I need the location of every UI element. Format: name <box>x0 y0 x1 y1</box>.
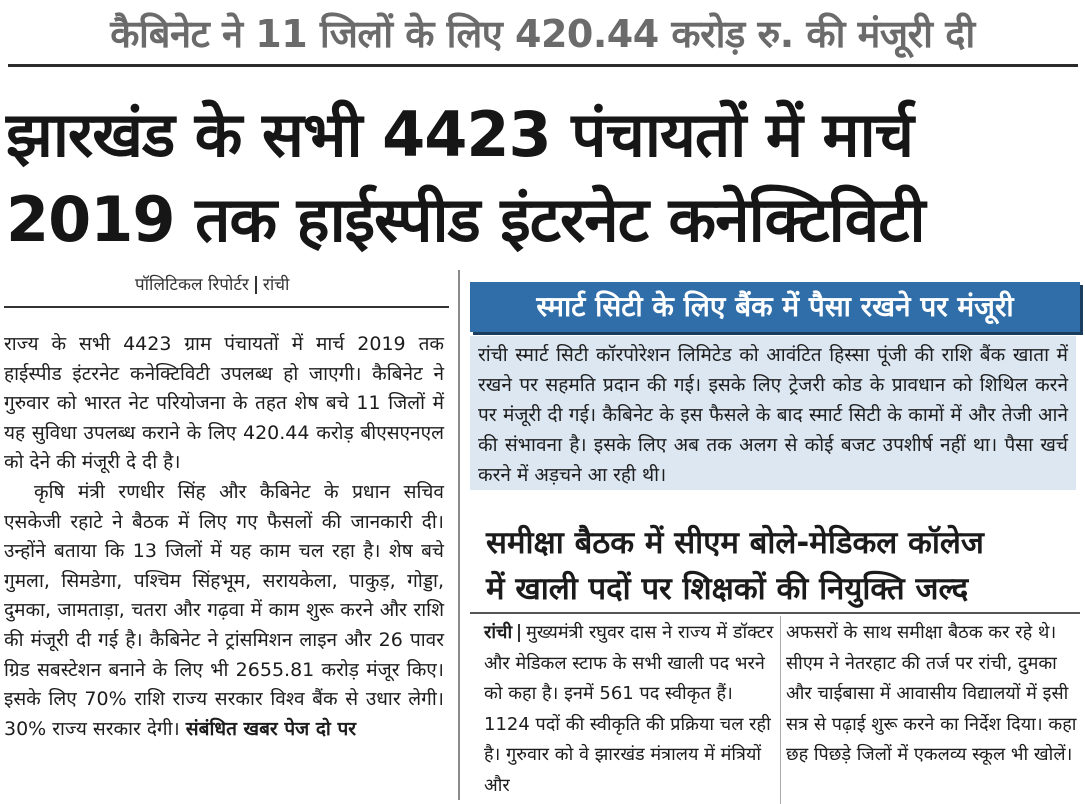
byline-rule <box>4 306 449 308</box>
medical-column-divider <box>780 616 781 804</box>
main-story-para2-text: कृषि मंत्री रणधीर सिंह और कैबिनेट के प्रधान सचिव एसकेजी रहाटे ने बैठक में लिए गए फैसलों की जानकारी दी। उन्होंने बताया कि 13 जिलों में यह काम चल रहा है। शेष बचे गुमला, सिमडेगा, पश्चिम सिंहभूम, सरायकेला, पाकुड़, गोड्डा, दुमका, जामताड़ा, चतरा और गढ़वा में काम शुरू करने और राशि की मंजूरी दी गई है। कैबिनेट ने ट्रांसमिशन लाइन और 26 पावर ग्रिड सबस्टेशन बनाने के लिए भी 2655.81 करोड़ मंजूर किए। इसके लिए 70% राशि राज्य सरकार विश्व बैंक से उधार लेगी। 30% राज्य सरकार देगी। <box>4 480 444 740</box>
main-story-para1: राज्य के सभी 4423 ग्राम पंचायतों में मार्च 2019 तक हाईस्पीड इंटरनेट कनेक्टिविटी उपलब्ध हो जाएगी। कैबिनेट ने गुरुवार को भारत नेट परियोजना के तहत शेष बचे 11 जिलों में यह सुविधा उपलब्ध कराने के लिए 420.44 करोड़ बीएसएनएल को देने की मंजूरी दे दी है। <box>4 333 444 474</box>
medical-headline-line2: में खाली पदों पर शिक्षकों की नियुक्ति जल्द <box>486 571 969 607</box>
kicker-headline: कैबिनेट ने 11 जिलों के लिए 420.44 करोड़ रु. की मंजूरी दी <box>110 12 975 56</box>
smart-city-body: रांची स्मार्ट सिटी कॉरपोरेशन लिमिटेड को आवंटित हिस्सा पूंजी की राशि बैंक खाता में रखने पर सहमति प्रदान की गई। इसके लिए ट्रेजरी कोड के प्रावधान को शिथिल करने पर मंजूरी दी गई। कैबिनेट के इस फैसले के बाद स्मार्ट सिटी के कामों में और तेजी आने की संभावना है। इसके लिए अब तक अलग से कोई बजट उपशीर्ष नहीं था। पैसा खर्च करने में अड़चने आ रही थी। <box>470 336 1076 490</box>
byline <box>135 272 289 295</box>
medical-rule <box>470 612 1080 614</box>
medical-column1 <box>484 618 776 801</box>
main-headline-line1: झारखंड के सभी 4423 पंचायतों में मार्च <box>6 98 913 171</box>
kicker-rule <box>8 64 1078 67</box>
main-story-body <box>4 330 444 744</box>
medical-dateline: रांची <box>484 622 513 643</box>
byline-separator <box>255 276 257 294</box>
smart-city-title: स्मार्ट सिटी के लिए बैंक में पैसा रखने पर मंजूरी <box>470 282 1080 332</box>
main-headline-line2: 2019 तक हाईस्पीड इंटरनेट कनेक्टिविटी <box>6 183 925 256</box>
continued-link: संबंधित खबर पेज दो पर <box>185 717 357 740</box>
medical-column2: अफसरों के साथ समीक्षा बैठक कर रहे थे। सीएम ने नेतरहाट की तर्ज पर रांची, दुमका और चाईबासा में आवासीय विद्यालयों में इसी सत्र से पढ़ाई शुरू करने का निर्देश दिया। कहा छह पिछड़े जिलों में एकलव्य स्कूल भी खोलें। <box>786 622 1077 765</box>
byline-place: रांची <box>262 275 290 295</box>
main-story-para2 <box>4 478 444 744</box>
byline-reporter: पॉलिटिकल रिपोर्टर <box>135 275 249 295</box>
column-divider <box>458 270 460 800</box>
dateline-separator <box>518 624 520 642</box>
medical-col1-text: मुख्यमंत्री रघुवर दास ने राज्य में डॉक्टर और मेडिकल स्टाफ के सभी खाली पद भरने को कहा है। इनमें 561 पद स्वीकृत हैं। 1124 पदों की स्वीकृति की प्रक्रिया चल रही है। गुरुवार को वे झारखंड मंत्रालय में मंत्रियों और <box>484 622 774 796</box>
medical-headline-line1: समीक्षा बैठक में सीएम बोले-मेडिकल कॉलेज <box>486 525 984 561</box>
